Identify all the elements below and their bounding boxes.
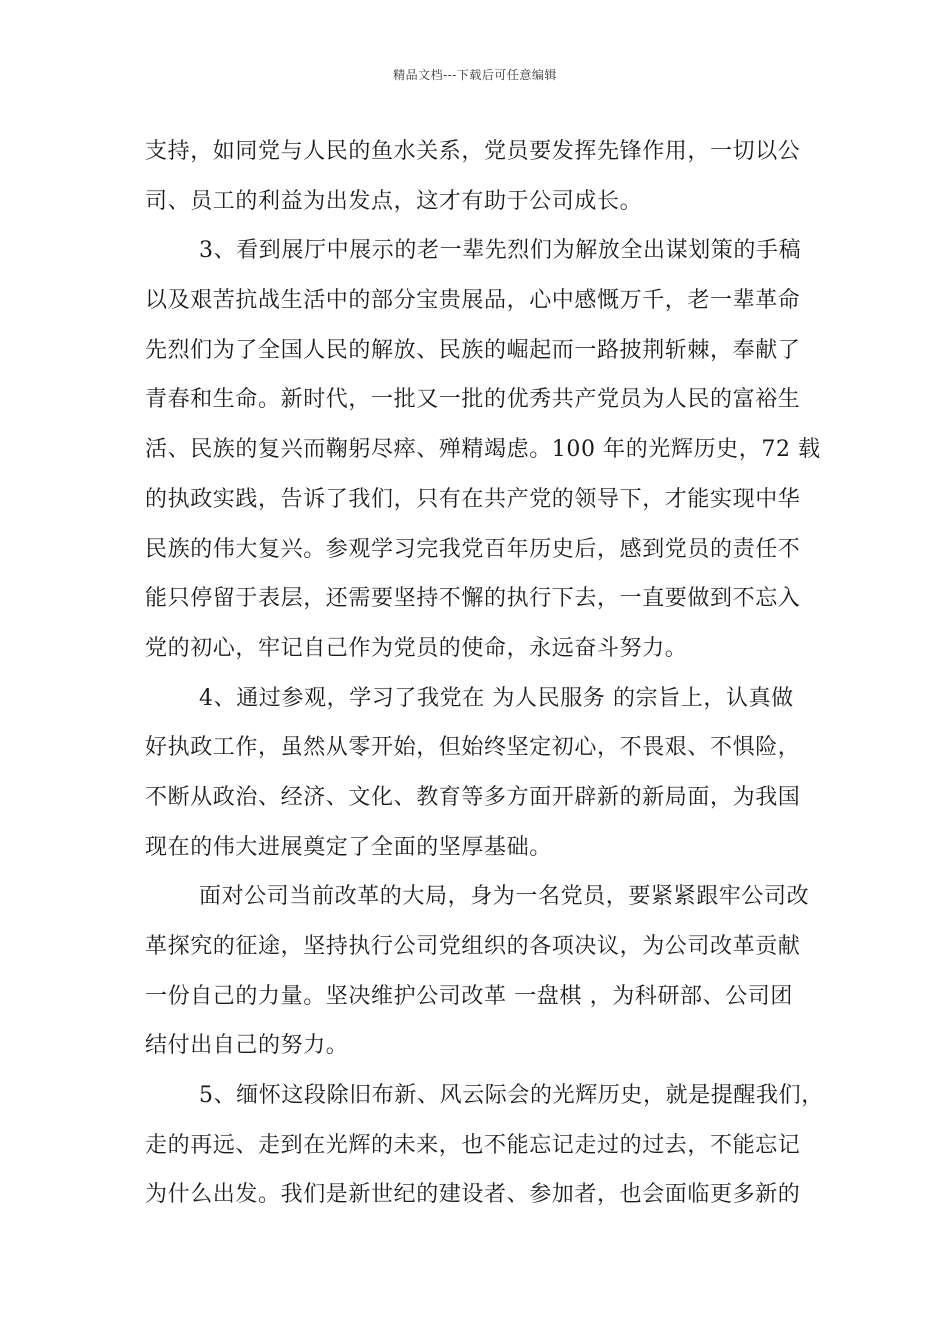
text-line: 好执政工作，虽然从零开始，但始终坚定初心，不畏艰、不惧险，: [145, 735, 801, 761]
text-line: 以及艰苦抗战生活中的部分宝贵展品，心中感慨万千，老一辈革命: [145, 288, 801, 314]
text-line: 青春和生命。新时代，一批又一批的优秀共产党员为人民的富裕生: [145, 387, 801, 413]
text-line: 结付出自己的努力。: [145, 1033, 349, 1059]
text-line: 能只停留于表层，还需要坚持不懈的执行下去，一直要做到不忘入: [145, 586, 801, 612]
paragraph-start-line: 面对公司当前改革的大局，身为一名党员，要紧紧跟牢公司改: [199, 884, 810, 910]
text-line: 党的初心，牢记自己作为党员的使命，永远奋斗努力。: [145, 635, 688, 661]
page-header: 精品文档---下载后可任意编辑: [393, 68, 557, 82]
text-line: 一份自己的力量。坚决维护公司改革 一盘棋 ，为科研部、公司团: [145, 983, 793, 1009]
text-line: 活、民族的复兴而鞠躬尽瘁、殚精竭虑。100 年的光辉历史，72 载: [145, 437, 821, 463]
paragraph-start-line: 5、缅怀这段除旧布新、风云际会的光辉历史，就是提醒我们，: [199, 1083, 824, 1109]
text-line: 为什么出发。我们是新世纪的建设者、参加者，也会面临更多新的: [145, 1182, 801, 1208]
text-line: 司、员工的利益为出发点，这才有助于公司成长。: [145, 188, 643, 214]
text-line: 民族的伟大复兴。参观学习完我党百年历史后，感到党员的责任不: [145, 536, 801, 562]
text-line: 支持，如同党与人民的鱼水关系，党员要发挥先锋作用，一切以公: [145, 139, 801, 164]
paragraph-start-line: 4、通过参观，学习了我党在 为人民服务 的宗旨上，认真做: [199, 685, 794, 711]
text-line: 现在的伟大进展奠定了全面的坚厚基础。: [145, 834, 552, 860]
paragraph-start-line: 3、看到展厅中展示的老一辈先烈们为解放全出谋划策的手稿: [199, 238, 802, 264]
document-body: [145, 127, 824, 1220]
text-line: 走的再远、走到在光辉的未来，也不能忘记走过的过去，不能忘记: [145, 1132, 801, 1158]
text-line: 不断从政治、经济、文化、教育等多方面开辟新的新局面，为我国: [145, 784, 801, 810]
text-line: 革探究的征途，坚持执行公司党组织的各项决议，为公司改革贡献: [145, 934, 801, 959]
text-line: 的执政实践，告诉了我们，只有在共产党的领导下，才能实现中华: [145, 486, 801, 512]
text-line: 先烈们为了全国人民的解放、民族的崛起而一路披荆斩棘，奉献了: [145, 337, 801, 363]
